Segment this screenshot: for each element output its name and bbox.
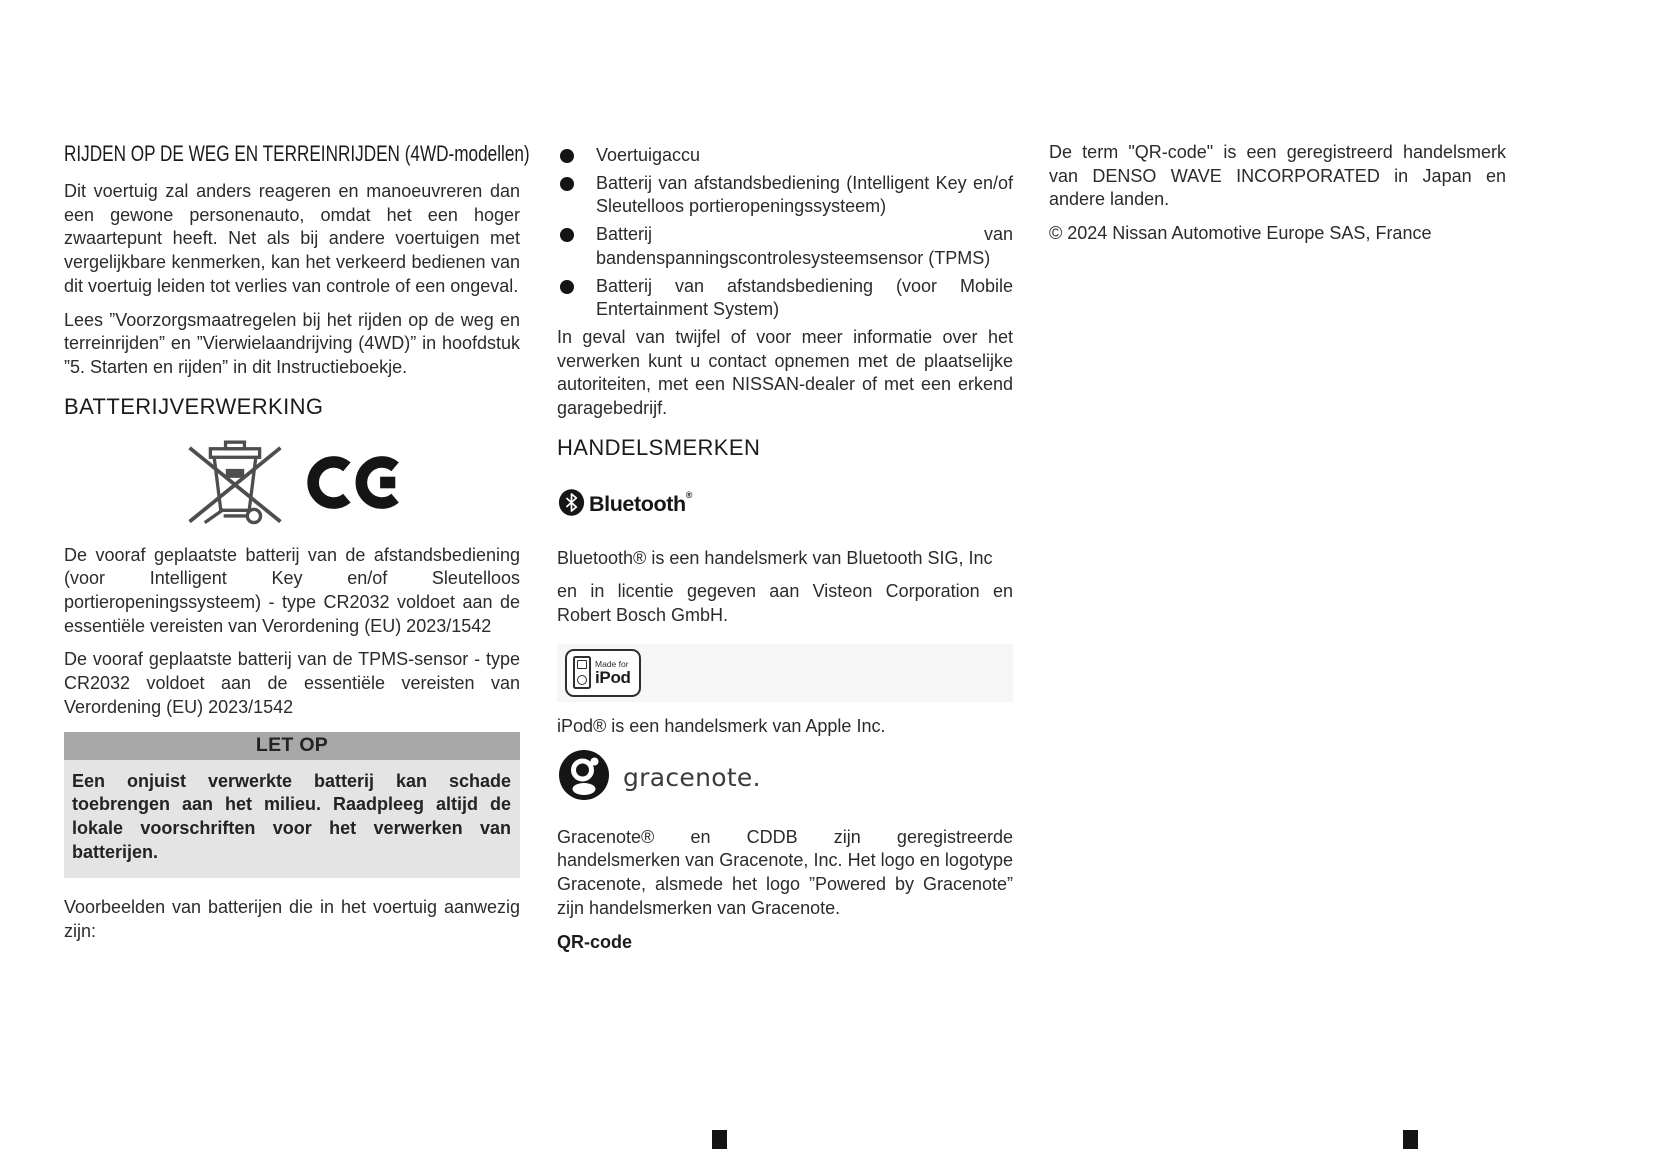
ipod-screen-icon: [577, 660, 587, 669]
ipod-wordmark: iPod: [595, 668, 631, 688]
bullet-icon: [560, 177, 574, 191]
section-heading-trademarks: HANDELSMERKEN: [557, 434, 761, 460]
paragraph-ipod-trademark: iPod® is een handelsmerk van Apple Inc.: [557, 715, 886, 736]
right-column: [1049, 141, 1506, 256]
ce-mark-icon: [306, 453, 406, 517]
print-crop-mark: [712, 1130, 727, 1149]
paragraph-battery-key: De vooraf geplaatste batterij van de afstandsbediening (voor Intelligent Key en/of Sleutelloos portieropeningssysteem) - type CR2032 voldoet aan de essentiële vereisten van Verordening (EU) 2023/1542: [64, 544, 520, 636]
bullet-icon: [560, 149, 574, 163]
gracenote-wordmark: gracenote.: [623, 762, 761, 792]
list-item-label: Voertuigaccu: [596, 145, 701, 165]
battery-icons-row: [182, 433, 520, 532]
battery-list: [557, 144, 1013, 322]
section-heading-4wd: RIJDEN OP DE WEG EN TERREINRIJDEN (4WD-modellen): [64, 141, 530, 166]
paragraph-gracenote-trademark: Gracenote® en CDDB zijn geregistreerde handelsmerken van Gracenote, Inc. Het logo en logotype Gracenote, alsmede het logo ”Powered by Gracenote” zijn handelsmerken van Gracenote.: [557, 826, 1013, 918]
caution-header: [64, 732, 520, 760]
paragraph-qr-trademark: De term "QR-code" is een geregistreerd handelsmerk van DENSO WAVE INCORPORATED in Japan en andere landen.: [1049, 142, 1506, 210]
print-crop-mark: [1403, 1130, 1418, 1149]
caution-body-text: Een onjuist verwerkte batterij kan schade toebrengen aan het milieu. Raadpleeg altijd de lokale voorschriften voor het verwerken van batterijen.: [64, 760, 520, 879]
bluetooth-logo: [558, 491, 1013, 519]
ipod-logo-band: [557, 644, 1013, 702]
caution-title: LET OP: [255, 734, 329, 757]
list-item: [557, 275, 1013, 322]
qr-code-label: QR-code: [557, 932, 633, 953]
list-item: [557, 172, 1013, 219]
paragraph-battery-tpms: De vooraf geplaatste batterij van de TPMS-sensor - type CR2032 voldoet aan de essentiële vereisten van Verordening (EU) 2023/1542: [64, 649, 520, 717]
left-column: [64, 141, 530, 954]
ipod-device-icon: [573, 656, 591, 689]
paragraph-bluetooth-license: en in licentie gegeven aan Visteon Corporation en Robert Bosch GmbH.: [557, 581, 1013, 626]
ipod-badge-text: [595, 660, 631, 687]
gracenote-logo: [558, 749, 1013, 806]
paragraph-bluetooth-trademark: Bluetooth® is een handelsmerk van Bluetooth SIG, Inc: [557, 547, 993, 568]
ipod-clickwheel-icon: [577, 675, 587, 685]
gracenote-icon: [558, 749, 610, 806]
middle-column: [557, 141, 1013, 953]
copyright-line: © 2024 Nissan Automotive Europe SAS, France: [1049, 223, 1432, 244]
weee-bin-icon: [182, 433, 288, 532]
list-item-label: Batterij van bandenspanningscontrolesysteemsensor (TPMS): [596, 224, 1013, 268]
list-item: [557, 223, 1013, 270]
bluetooth-icon: [558, 489, 585, 521]
bullet-icon: [560, 280, 574, 294]
paragraph-battery-examples: Voorbeelden van batterijen die in het voertuig aanwezig zijn:: [64, 897, 520, 942]
bluetooth-wordmark: Bluetooth®: [589, 490, 692, 517]
made-for-label: Made for: [595, 658, 629, 669]
bullet-icon: [560, 228, 574, 242]
list-item-label: Batterij van afstandsbediening (voor Mobile Entertainment System): [596, 275, 1013, 320]
paragraph-disposal-info: In geval van twijfel of voor meer informatie over het verwerken kunt u contact opnemen met de plaatselijke autoriteiten, met een NISSAN-dealer of met een erkend garagebedrijf.: [557, 326, 1013, 419]
section-heading-battery: BATTERIJVERWERKING: [64, 393, 324, 419]
list-item-label: Batterij van afstandsbediening (Intelligent Key en/of Sleutelloos portieropeningssysteem): [596, 172, 1013, 217]
list-item: [557, 144, 1013, 168]
paragraph-4wd-2: Lees ”Voorzorgsmaatregelen bij het rijden op de weg en terreinrijden” en ”Vierwielaandrijving (4WD)” in hoofdstuk ”5. Starten en rijden” in dit Instructieboekje.: [64, 309, 520, 377]
bluetooth-reg-mark: ®: [685, 490, 692, 501]
made-for-ipod-badge: [565, 649, 641, 697]
paragraph-4wd-1: Dit voertuig zal anders reageren en manoeuvreren dan een gewone personenauto, omdat het een hoger zwaartepunt heeft. Net als bij andere voertuigen met vergelijkbare kenmerken, kan het verkeerd bedienen van dit voertuig leiden tot verlies van controle of een ongeval.: [64, 181, 520, 296]
caution-box: [64, 732, 520, 879]
